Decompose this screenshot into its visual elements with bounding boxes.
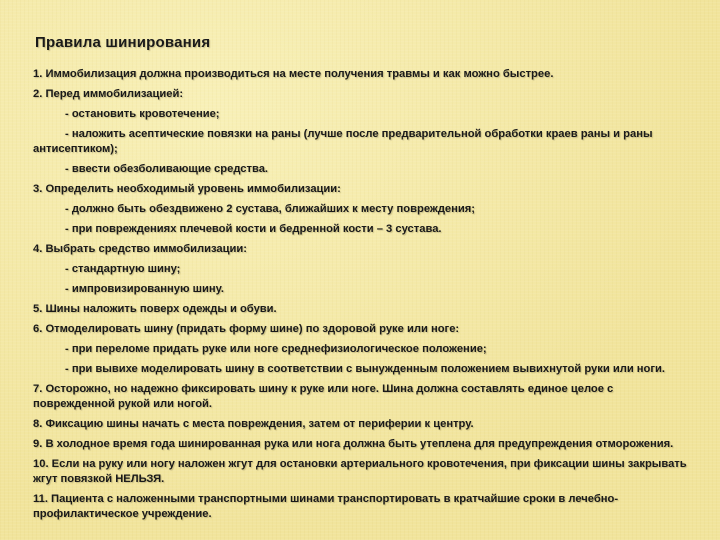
rule-7: 7. Осторожно, но надежно фиксировать шину к руке или ноге. Шина должна составлять единое целое с поврежденной рукой или ногой. xyxy=(33,383,614,410)
rule-2-subitem: - ввести обезболивающие средства. xyxy=(65,163,269,175)
rule-8: 8. Фиксацию шины начать с места повреждения, затем от периферии к центру. xyxy=(33,418,474,430)
slide-title: Правила шинирования xyxy=(35,34,211,51)
rule-5: 5. Шины наложить поверх одежды и обуви. xyxy=(33,303,277,315)
rule-1: 1. Иммобилизация должна производиться на месте получения травмы и как можно быстрее. xyxy=(33,68,554,80)
rule-2-subitem: - остановить кровотечение; xyxy=(65,108,220,120)
rule-3-subitem: - должно быть обездвижено 2 сустава, ближайших к месту повреждения; xyxy=(65,203,476,215)
rule-6: 6. Отмоделировать шину (придать форму шине) по здоровой руке или ноге: xyxy=(33,323,460,335)
rule-11: 11. Пациента с наложенными транспортными шинами транспортировать в кратчайшие сроки в лечебно-профилактическое учреждение. xyxy=(33,493,619,520)
rule-10: 10. Если на руку или ногу наложен жгут для остановки артериального кровотечения, при фиксации шины закрывать жгут повязкой НЕЛЬЗЯ. xyxy=(33,458,687,485)
rule-3-subitem: - при повреждениях плечевой кости и бедренной кости – 3 сустава. xyxy=(65,223,442,235)
rule-4: 4. Выбрать средство иммобилизации: xyxy=(33,243,247,255)
rule-4-subitem: - импровизированную шину. xyxy=(65,283,224,295)
rule-2: 2. Перед иммобилизацией: xyxy=(33,88,184,100)
rule-2-subitem: - наложить асептические повязки на раны (лучше после предварительной обработки краев раны и раны антисептиком); xyxy=(33,128,653,155)
rules-list xyxy=(33,67,689,527)
rule-6-subitem: - при вывихе моделировать шину в соответствии с вынужденным положением вывихнутой руки или ноги. xyxy=(65,363,666,375)
rule-3: 3. Определить необходимый уровень иммобилизации: xyxy=(33,183,341,195)
rule-9: 9. В холодное время года шинированная рука или нога должна быть утеплена для предупреждения отморожения. xyxy=(33,438,674,450)
rule-4-subitem: - стандартную шину; xyxy=(65,263,181,275)
rule-6-subitem: - при переломе придать руке или ноге среднефизиологическое положение; xyxy=(65,343,487,355)
